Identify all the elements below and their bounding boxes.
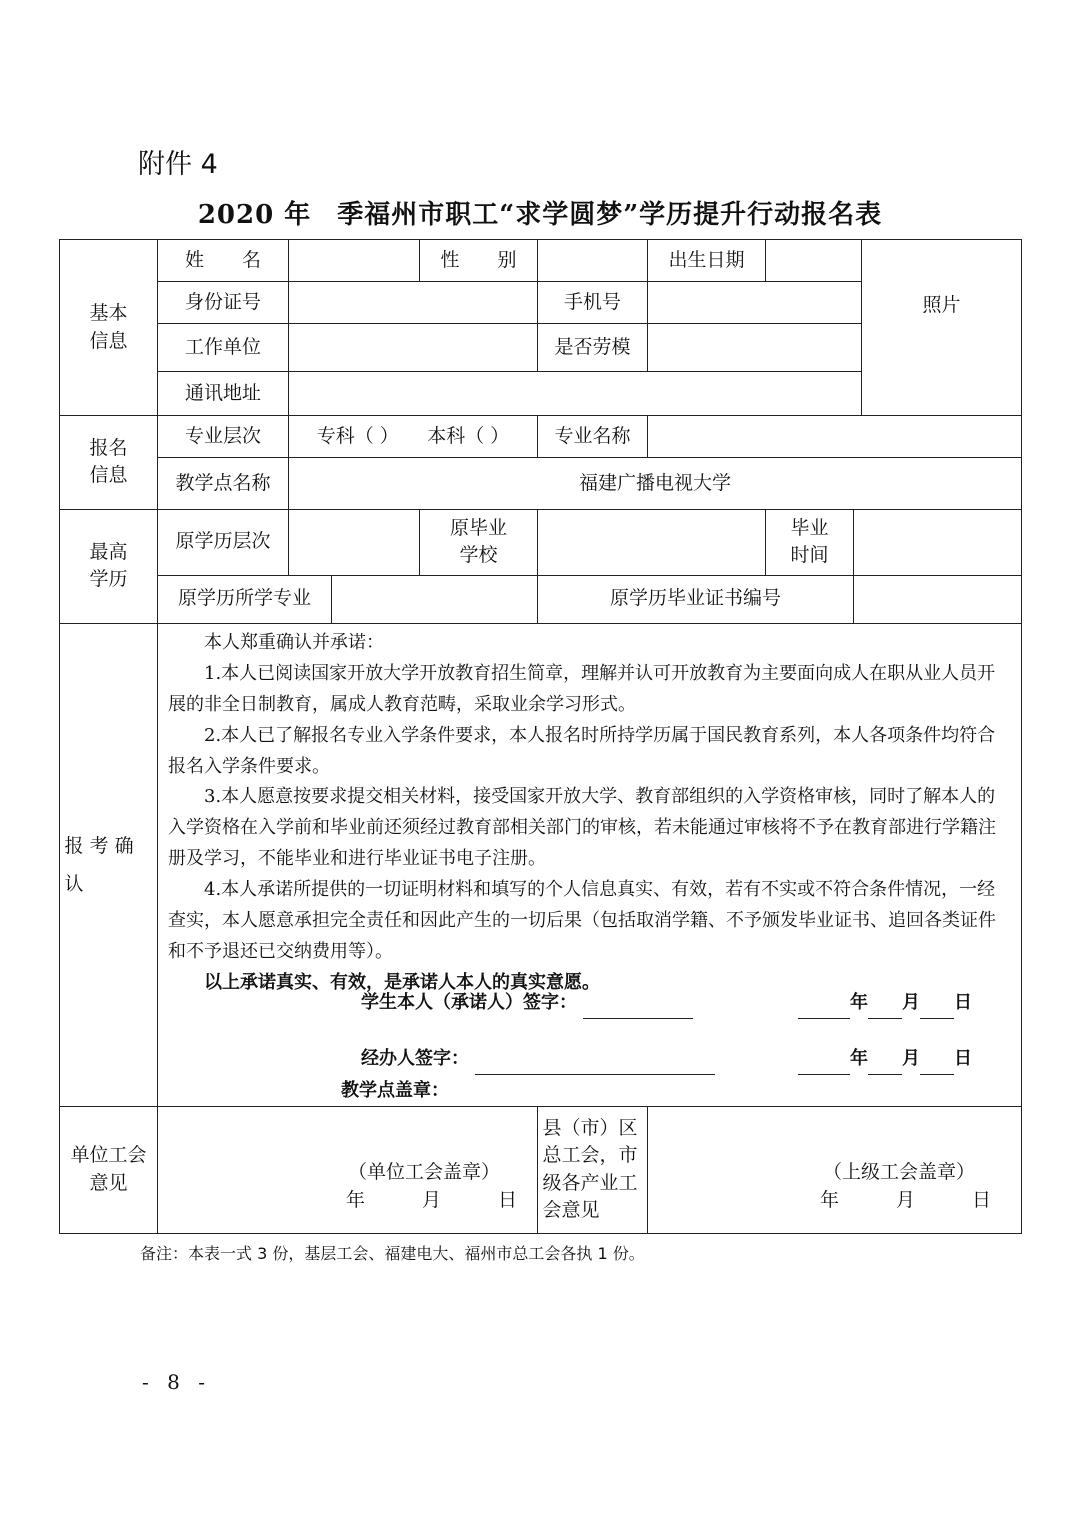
decl-statement: 以上承诺真实、有效，是承诺人本人的真实意愿。 xyxy=(204,972,600,994)
upper-union-opinion[interactable] xyxy=(648,1106,1022,1233)
section-edu: 最高学历 xyxy=(60,509,158,623)
label-edu-level: 原学历层次 xyxy=(158,509,289,575)
title-text: 季福州市职工“求学圆梦”学历提升行动报名表 xyxy=(337,200,883,230)
field-id[interactable] xyxy=(289,282,538,324)
label-county-union: 县（市）区总工会，市级各产业工会意见 xyxy=(538,1106,648,1233)
student-sign-line[interactable] xyxy=(583,998,693,1019)
title-year: 2020 年 xyxy=(197,200,312,230)
decl-item-3: 3.本人愿意按要求提交相关材料，接受国家开放大学、教育部组织的入学资格审核，同时了解本人的入学资格在入学前和毕业前还须经过教育部相关部门的审核，若未能通过审核将不予在教育部进行学籍注册及学习，不能毕业和进行毕业证书电子注册。 xyxy=(168,786,996,870)
label-name: 姓 名 xyxy=(158,240,289,282)
label-edu-major: 原学历所学专业 xyxy=(158,575,332,623)
unit-date: 年 月 日 xyxy=(346,1188,518,1211)
field-point[interactable]: 福建广播电视大学 xyxy=(289,458,1022,509)
label-address: 通讯地址 xyxy=(158,372,289,416)
stamp-label: 教学点盖章： xyxy=(341,1079,449,1101)
agent-day-line[interactable] xyxy=(920,1054,954,1075)
label-time: 毕业时间 xyxy=(766,509,854,575)
field-school[interactable] xyxy=(538,509,766,575)
label-id: 身份证号 xyxy=(158,282,289,324)
decl-item-1: 1.本人已阅读国家开放大学开放教育招生简章，理解并认可开放教育为主要面向成人在职从业人员开展的非全日制教育，属成人教育范畴，采取业余学习形式。 xyxy=(168,662,996,715)
field-address[interactable] xyxy=(289,372,862,416)
field-name[interactable] xyxy=(289,240,420,282)
upper-seal: （上级工会盖章） xyxy=(823,1160,976,1183)
student-day-line[interactable] xyxy=(920,998,954,1019)
field-major[interactable] xyxy=(648,416,1022,458)
label-model: 是否劳模 xyxy=(538,324,648,372)
attachment-label: 附件 4 xyxy=(138,149,218,180)
section-signup: 报名信息 xyxy=(60,416,158,509)
field-time[interactable] xyxy=(854,509,1022,575)
field-phone[interactable] xyxy=(648,282,862,324)
upper-date: 年 月 日 xyxy=(820,1188,992,1211)
declaration xyxy=(158,623,1022,1106)
year-label: 年 xyxy=(850,991,868,1013)
student-sign-label: 学生本人（承诺人）签字： xyxy=(361,991,577,1013)
section-confirm: 报 考 确 认 xyxy=(60,623,158,1106)
label-cert: 原学历毕业证书编号 xyxy=(538,575,854,623)
agent-year-line[interactable] xyxy=(798,1054,850,1075)
photo-box[interactable]: 照片 xyxy=(862,240,1022,416)
label-level: 专业层次 xyxy=(158,416,289,458)
page-number: - 8 - xyxy=(142,1370,211,1394)
decl-intro: 本人郑重确认并承诺： xyxy=(204,631,384,653)
agent-sign-row xyxy=(361,1044,715,1075)
label-major: 专业名称 xyxy=(538,416,648,458)
label-point: 教学点名称 xyxy=(158,458,289,509)
field-level[interactable]: 专科（ ） 本科（ ） xyxy=(289,416,538,458)
month-label: 月 xyxy=(902,1047,920,1069)
field-work[interactable] xyxy=(289,324,538,372)
day-label: 日 xyxy=(954,991,972,1013)
agent-month-line[interactable] xyxy=(868,1054,902,1075)
footnote: 备注：本表一式 3 份，基层工会、福建电大、福州市总工会各执 1 份。 xyxy=(140,1244,645,1263)
registration-form xyxy=(59,239,1022,1234)
field-cert[interactable] xyxy=(854,575,1022,623)
label-work: 工作单位 xyxy=(158,324,289,372)
student-year-line[interactable] xyxy=(798,998,850,1019)
label-phone: 手机号 xyxy=(538,282,648,324)
field-model[interactable] xyxy=(648,324,862,372)
label-gender: 性 别 xyxy=(420,240,538,282)
unit-union-opinion[interactable] xyxy=(158,1106,538,1233)
unit-seal: （单位工会盖章） xyxy=(348,1160,501,1183)
student-sign-row xyxy=(361,988,693,1019)
label-birth: 出生日期 xyxy=(648,240,766,282)
section-basic: 基本信息 xyxy=(60,240,158,416)
student-month-line[interactable] xyxy=(868,998,902,1019)
field-edu-major[interactable] xyxy=(332,575,538,623)
label-school: 原毕业学校 xyxy=(420,509,538,575)
agent-sign-line[interactable] xyxy=(475,1054,715,1075)
year-label: 年 xyxy=(850,1047,868,1069)
agent-sign-label: 经办人签字： xyxy=(361,1047,469,1069)
month-label: 月 xyxy=(902,991,920,1013)
day-label: 日 xyxy=(954,1047,972,1069)
form-title xyxy=(0,194,1080,231)
field-edu-level[interactable] xyxy=(289,509,420,575)
label-unit-union: 单位工会意见 xyxy=(60,1106,158,1233)
field-birth[interactable] xyxy=(766,240,862,282)
decl-item-4: 4.本人承诺所提供的一切证明材料和填写的个人信息真实、有效，若有不实或不符合条件情况，一经查实，本人愿意承担完全责任和因此产生的一切后果（包括取消学籍、不予颁发毕业证书、追回各类证件和不予退还已交纳费用等）。 xyxy=(168,879,996,963)
decl-item-2: 2.本人已了解报名专业入学条件要求，本人报名时所持学历属于国民教育系列，本人各项条件均符合报名入学条件要求。 xyxy=(168,724,996,777)
agent-date xyxy=(798,1044,972,1075)
student-date xyxy=(798,988,972,1019)
field-gender[interactable] xyxy=(538,240,648,282)
